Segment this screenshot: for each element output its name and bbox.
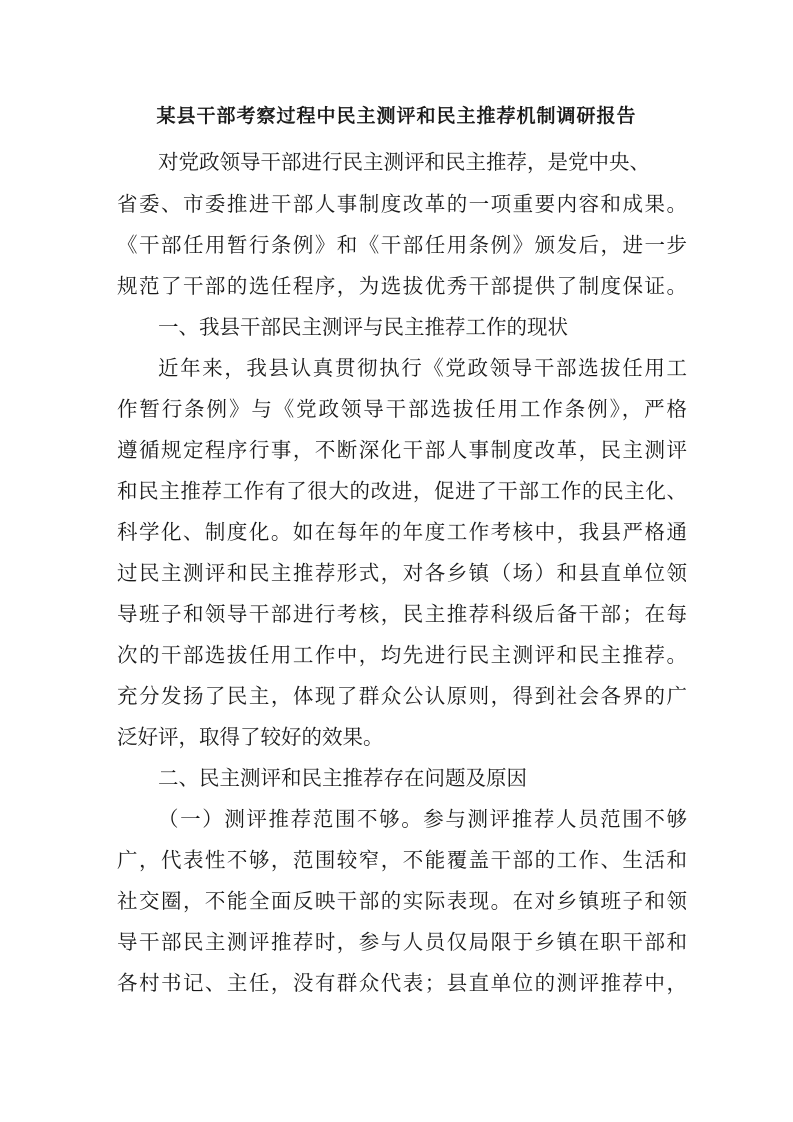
paragraph-line: 《干部任用暂行条例》和《干部任用条例》颁发后，进一步 [117, 233, 687, 257]
paragraph-line: 广，代表性不够，范围较窄，不能覆盖干部的工作、生活和 [117, 848, 687, 872]
section-heading: 一、我县干部民主测评与民主推荐工作的现状 [158, 315, 568, 339]
section-heading: 二、民主测评和民主推荐存在问题及原因 [158, 766, 527, 790]
paragraph-line: 对党政领导干部进行民主测评和民主推荐，是党中央、 [158, 150, 650, 174]
paragraph-line: 充分发扬了民主，体现了群众公认原则，得到社会各界的广 [117, 684, 687, 708]
paragraph-line: 科学化、制度化。如在每年的年度工作考核中，我县严格通 [117, 520, 687, 544]
paragraph-line: 导干部民主测评推荐时，参与人员仅局限于乡镇在职干部和 [117, 930, 687, 954]
paragraph-line: 省委、市委推进干部人事制度改革的一项重要内容和成果。 [117, 192, 687, 216]
paragraph-line: 和民主推荐工作有了很大的改进，促进了干部工作的民主化、 [117, 479, 687, 503]
paragraph-line: 次的干部选拔任用工作中，均先进行民主测评和民主推荐。 [117, 643, 687, 667]
paragraph-line: 遵循规定程序行事，不断深化干部人事制度改革，民主测评 [117, 438, 687, 462]
paragraph-line: 近年来，我县认真贯彻执行《党政领导干部选拔任用工 [158, 356, 687, 380]
paragraph-line: 作暂行条例》与《党政领导干部选拔任用工作条例》，严格 [117, 397, 687, 421]
document-title: 某县干部考察过程中民主测评和民主推荐机制调研报告 [156, 105, 637, 127]
paragraph-line: （一）测评推荐范围不够。参与测评推荐人员范围不够 [158, 807, 687, 831]
paragraph-line: 过民主测评和民主推荐形式，对各乡镇（场）和县直单位领 [117, 561, 687, 585]
paragraph-line: 各村书记、主任，没有群众代表；县直单位的测评推荐中， [117, 971, 687, 995]
paragraph-line: 泛好评，取得了较好的效果。 [117, 725, 384, 749]
paragraph-line: 社交圈，不能全面反映干部的实际表现。在对乡镇班子和领 [117, 889, 687, 913]
paragraph-line: 规范了干部的选任程序，为选拔优秀干部提供了制度保证。 [117, 274, 687, 298]
paragraph-line: 导班子和领导干部进行考核，民主推荐科级后备干部；在每 [117, 602, 687, 626]
